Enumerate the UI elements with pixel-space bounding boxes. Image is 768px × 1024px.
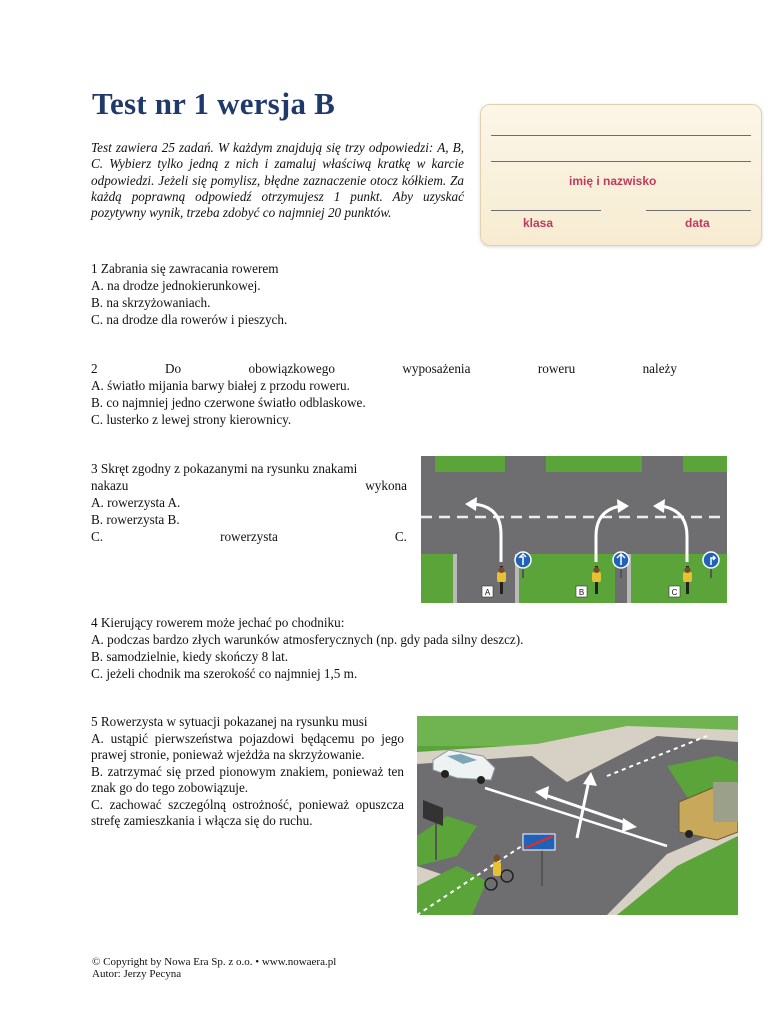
question-1 bbox=[91, 260, 421, 328]
question-2-stem-word: należy bbox=[642, 361, 677, 376]
date-line bbox=[646, 210, 751, 211]
name-line-1 bbox=[491, 135, 751, 136]
question-3-option-b: B. rowerzysta B. bbox=[91, 512, 180, 527]
label-b: B bbox=[578, 588, 585, 597]
question-3-option-c-word: C. bbox=[394, 529, 407, 544]
page-title: Test nr 1 wersja B bbox=[92, 86, 335, 121]
curb bbox=[453, 554, 457, 603]
author-text: Autor: Jerzy Pecyna bbox=[92, 967, 182, 980]
turn-signs-illustration bbox=[421, 456, 727, 603]
question-3-stem-word: wykona bbox=[365, 478, 407, 493]
question-4-stem: 4 Kierujący rowerem może jechać po chodniku: bbox=[91, 615, 345, 630]
grass-patch bbox=[546, 456, 642, 472]
question-2-option-a: A. światło mijania barwy białej z przodu roweru. bbox=[91, 378, 350, 393]
footer bbox=[92, 957, 336, 980]
intro-text: Test zawiera 25 zadań. W każdym znajdują się trzy odpowiedzi: A, B, C. Wybierz tylko jedną z nich i zamaluj właściwą kratkę w karcie odpowiedzi. Jeżeli się pomylisz, błędne zaznaczenie otocz kółkiem. Za każdą poprawną odpowiedź otrzymujesz 1 punkt. Aby uzyskać pozytywny wynik, trzeba zdobyć co najmniej 20 punktów. bbox=[91, 140, 464, 221]
question-5-option-a: A. ustąpić pierwszeństwa pojazdowi będącemu po jego prawej stronie, ponieważ wjeżdża na skrzyżowanie. bbox=[91, 730, 404, 762]
date-label: data bbox=[685, 216, 710, 230]
question-2-stem-word: wyposażenia bbox=[402, 361, 471, 376]
question-5-option-c: C. zachować szczególną ostrożność, ponieważ opuszcza strefę zamieszkania i włącza się do ruchu. bbox=[91, 796, 404, 828]
question-2-stem-word: roweru bbox=[537, 361, 576, 376]
question-5 bbox=[91, 714, 404, 830]
student-info-box bbox=[480, 104, 762, 246]
name-label: imię i nazwisko bbox=[569, 174, 657, 188]
class-label: klasa bbox=[523, 216, 554, 230]
question-2-stem-word: Do bbox=[164, 361, 182, 376]
question-3-option-c bbox=[91, 528, 407, 545]
question-1-option-c: C. na drodze dla rowerów i pieszych. bbox=[91, 312, 288, 327]
name-line-2 bbox=[491, 161, 751, 162]
question-1-option-b: B. na skrzyżowaniach. bbox=[91, 295, 211, 310]
question-2-option-c: C. lusterko z lewej strony kierownicy. bbox=[91, 412, 292, 427]
question-4 bbox=[91, 614, 691, 682]
question-5-option-b: B. zatrzymać się przed pionowym znakiem, ponieważ ten znak go do tego zobowiązuje. bbox=[91, 763, 404, 795]
question-4-option-b: B. samodzielnie, kiedy skończy 8 lat. bbox=[91, 649, 289, 664]
question-2-option-b: B. co najmniej jedno czerwone światło odblaskowe. bbox=[91, 395, 366, 410]
question-2-stem-word: obowiązkowego bbox=[248, 361, 335, 376]
copyright-text: © Copyright by Nowa Era Sp. z o.o. • www.nowaera.pl bbox=[92, 956, 337, 968]
label-c: C bbox=[671, 588, 678, 597]
question-3 bbox=[91, 460, 407, 545]
question-3-option-a: A. rowerzysta A. bbox=[91, 495, 181, 510]
grass-patch bbox=[435, 456, 505, 472]
question-3-stem: 3 Skręt zgodny z pokazanymi na rysunku znakami bbox=[91, 461, 358, 476]
question-3-option-c-word: rowerzysta bbox=[220, 529, 278, 544]
label-a: A bbox=[484, 588, 491, 597]
class-line bbox=[491, 210, 601, 211]
grass-patch bbox=[683, 456, 727, 472]
question-1-option-a: A. na drodze jednokierunkowej. bbox=[91, 278, 261, 293]
intersection-illustration bbox=[417, 716, 738, 915]
question-5-stem: 5 Rowerzysta w sytuacji pokazanej na rysunku musi bbox=[91, 714, 368, 729]
question-2 bbox=[91, 360, 677, 428]
question-3-stem-line-2 bbox=[91, 477, 407, 494]
question-1-stem: 1 Zabrania się zawracania rowerem bbox=[91, 261, 279, 276]
question-4-option-c: C. jeżeli chodnik ma szerokość co najmniej 1,5 m. bbox=[91, 666, 358, 681]
question-2-stem-word: 2 bbox=[91, 361, 98, 376]
question-3-stem-word: nakazu bbox=[91, 478, 129, 493]
question-3-option-c-word: C. bbox=[91, 529, 104, 544]
grass-patch bbox=[421, 554, 453, 603]
question-2-stem bbox=[91, 360, 677, 377]
question-4-option-a: A. podczas bardzo złych warunków atmosferycznych (np. gdy pada silny deszcz). bbox=[91, 632, 524, 647]
